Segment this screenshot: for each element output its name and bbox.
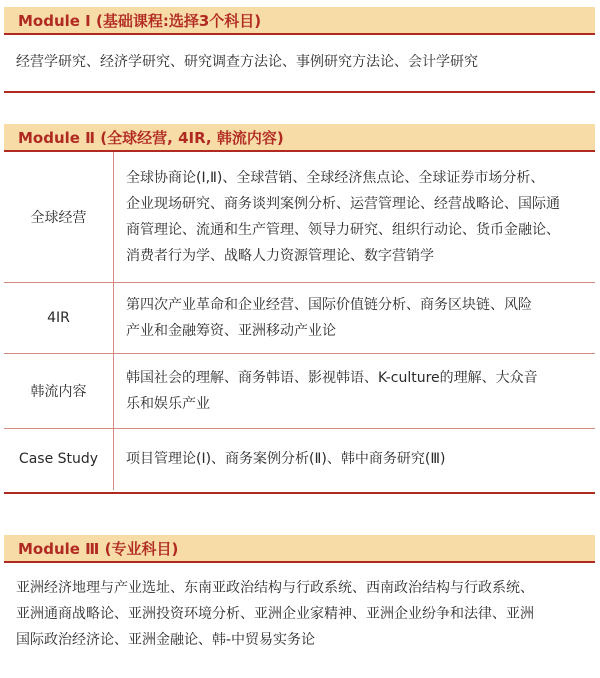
table-row — [4, 152, 595, 282]
module-3-title: Module Ⅲ (专业科目) — [4, 535, 595, 563]
module-3-line: 亚洲经济地理与产业选址、东南亚政治结构与行政系统、西南政治结构与行政系统、 — [16, 580, 534, 596]
module-2-bottom-rule — [4, 492, 595, 494]
row-line: 产业和金融筹资、亚洲移动产业论 — [126, 322, 336, 339]
module-1-bottom-rule — [4, 91, 595, 93]
row-label: 全球经营 — [4, 152, 114, 282]
module-1-content — [4, 35, 595, 89]
module-1-title: Module Ⅰ (基础课程:选择3个科目) — [4, 7, 595, 35]
module-3 — [4, 535, 595, 653]
module-3-line: 国际政治经济论、亚洲金融论、韩-中贸易实务论 — [16, 632, 316, 648]
module-3-content — [4, 563, 595, 653]
row-label: 韩流内容 — [4, 353, 114, 428]
row-line: 韩国社会的理解、商务韩语、影视韩语、K-culture的理解、大众音 — [126, 369, 538, 386]
row-content — [114, 282, 596, 353]
row-content — [114, 152, 596, 282]
module-2 — [4, 124, 595, 490]
row-label: Case Study — [4, 428, 114, 490]
row-content — [114, 353, 596, 428]
row-label: 4IR — [4, 282, 114, 353]
module-1 — [4, 7, 595, 89]
row-line: 商管理论、流通和生产管理、领导力研究、组织行动论、货币金融论、 — [126, 221, 560, 238]
table-row — [4, 282, 595, 353]
module-2-title: Module Ⅱ (全球经营, 4IR, 韩流内容) — [4, 124, 595, 152]
module-3-line: 亚洲通商战略论、亚洲投资环境分析、亚洲企业家精神、亚洲企业纷争和法律、亚洲 — [16, 606, 534, 622]
row-line: 第四次产业革命和企业经营、国际价值链分析、商务区块链、风险 — [126, 296, 532, 313]
row-line: 乐和娱乐产业 — [126, 395, 210, 412]
row-content — [114, 428, 596, 490]
row-line: 项目管理论(Ⅰ)、商务案例分析(Ⅱ)、韩中商务研究(Ⅲ) — [126, 451, 446, 468]
table-row — [4, 353, 595, 428]
table-row — [4, 428, 595, 490]
module-1-course-list: 经营学研究、经济学研究、研究调查方法论、事例研究方法论、会计学研究 — [16, 54, 478, 70]
row-line: 消费者行为学、战略人力资源管理论、数字营销学 — [126, 247, 434, 264]
module-2-table — [4, 152, 595, 490]
row-line: 全球协商论(Ⅰ,Ⅱ)、全球营销、全球经济焦点论、全球证券市场分析、 — [126, 169, 545, 186]
row-line: 企业现场研究、商务谈判案例分析、运营管理论、经营战略论、国际通 — [126, 195, 560, 212]
